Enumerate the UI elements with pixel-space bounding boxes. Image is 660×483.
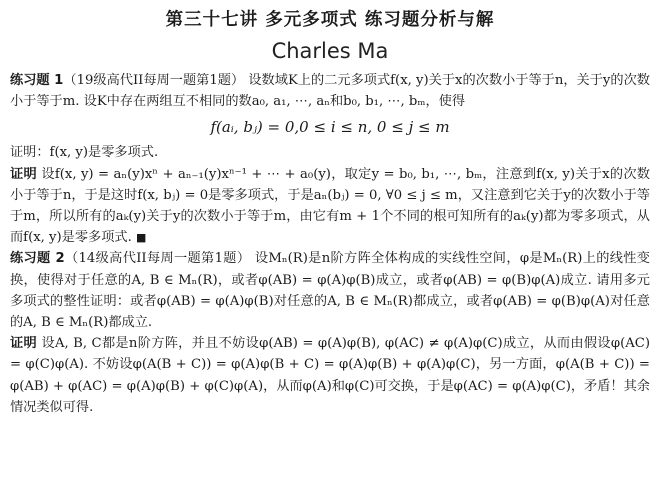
exercise-1-text: 设数域K上的二元多项式f(x, y)关于x的次数小于等于n，关于y的次数小于等于m. 设K中存在两组互不相同的数a₀, a₁, ⋯, aₙ和b₀, b₁, ⋯, bₘ，使得 bbox=[10, 73, 650, 110]
author-name: Charles Ma bbox=[271, 39, 389, 63]
qed-mark: ■ bbox=[135, 231, 147, 245]
proof-1-label: 证明 bbox=[10, 166, 37, 182]
exercise-2-label: 练习题 2 bbox=[10, 251, 65, 267]
proof-2 bbox=[10, 333, 650, 418]
proof-2-text: 设A, B, C都是n阶方阵，并且不妨设φ(AB) = φ(A)φ(B), φ(AC) ≠ φ(A)φ(C)成立，从而由假设φ(AC) = φ(C)φ(A). 不妨设φ(A(B + C)) = φ(A)φ(B + C) = φ(A)φ(B) + φ(A)φ(C)，另一方面，φ(A(B + C)) = φ(AB) + φ(AC) = φ(A)φ(B) + φ(C)φ(A)，从而φ(A)和φ(C)可交换，于是φ(AC) = φ(A)φ(C)，矛盾！其余情况类似可得. bbox=[10, 336, 650, 415]
exercise-2-text: 设Mₙ(R)是n阶方阵全体构成的实线性空间，φ是Mₙ(R)上的线性变换，使得对于任意的A, B ∈ Mₙ(R)，或者φ(AB) = φ(A)φ(B)成立，或者φ(AB) = φ(B)φ(A)成立. 请用多元多项式的整性证明：或者φ(AB) = φ(A)φ(B)对任意的A, B ∈ Mₙ(R)都成立，或者φ(AB) = φ(B)φ(A)对任意的A, B ∈ Mₙ(R)都成立. bbox=[10, 251, 650, 331]
exercise-1-formula: f(aᵢ, bⱼ) = 0,0 ≤ i ≤ n, 0 ≤ j ≤ m bbox=[210, 118, 450, 137]
proof-1 bbox=[10, 164, 650, 249]
exercise-1-claim: 证明：f(x, y)是零多项式. bbox=[10, 145, 159, 161]
exercise-1-label: 练习题 1 bbox=[10, 73, 64, 88]
page-title: 第三十七讲 多元多项式 练习题分析与解 bbox=[165, 10, 495, 30]
exercise-1 bbox=[10, 70, 650, 112]
exercise-1-source: （19级高代II每周一题第1题） bbox=[63, 73, 245, 88]
exercise-2 bbox=[10, 248, 650, 333]
exercise-2-source: （14级高代II每周一题第1题） bbox=[64, 251, 251, 267]
proof-1-text: 设f(x, y) = aₙ(y)xⁿ + aₙ₋₁(y)xⁿ⁻¹ + ⋯ + a₀(y)，取定y = b₀, b₁, ⋯, bₘ，注意到f(x, y)关于x的次数小于等于n，于是这时f(x, bⱼ) = 0是零多项式，于是aₙ(bⱼ) = 0, ∀0 ≤ j ≤ m，又注意到它关于y的次数小于等于m，所以所有的aₖ(y)关于y的次数小于等于m，由它有m + 1个不同的根可知所有的aₖ(y)都为零多项式，从而f(x, y)是零多项式. bbox=[10, 166, 650, 246]
proof-2-label: 证明 bbox=[10, 336, 37, 352]
